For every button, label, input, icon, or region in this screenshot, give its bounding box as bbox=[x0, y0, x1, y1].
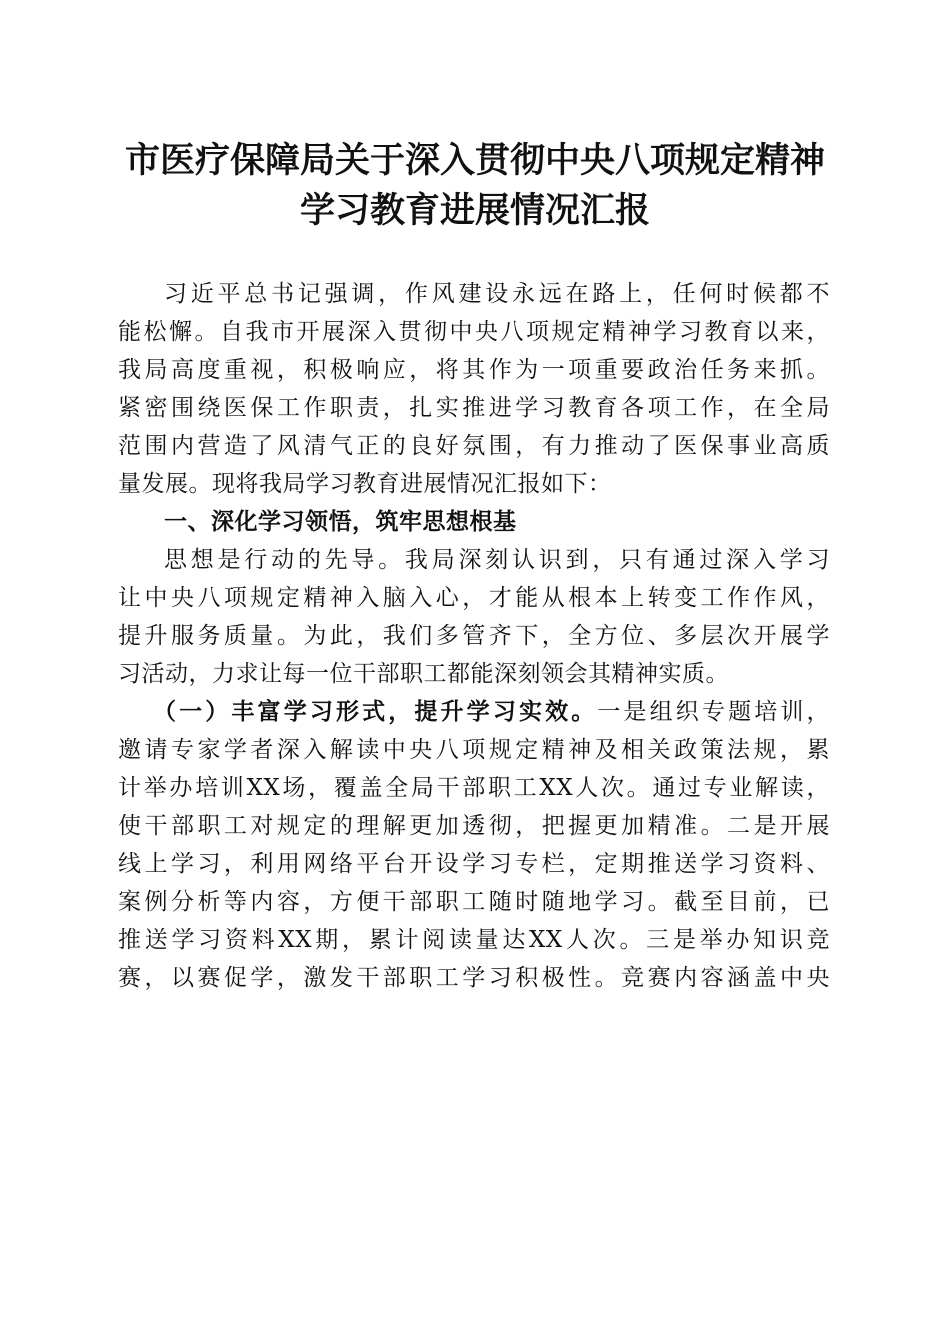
subsection-line: 赛，以赛促学，激发干部职工学习积极性。竞赛内容涵盖中央 bbox=[118, 965, 830, 991]
section-line: 习活动，力求让每一位干部职工都能深刻领会其精神实质。 bbox=[118, 661, 729, 687]
subsection-first-rest: 一是组织专题培训， bbox=[597, 699, 831, 725]
document-body bbox=[118, 275, 830, 997]
intro-line: 紧密围绕医保工作职责，扎实推进学习教育各项工作，在全局 bbox=[118, 395, 830, 421]
title-line-1: 市医疗保障局关于深入贯彻中央八项规定精神 bbox=[124, 140, 825, 181]
subsection-line: 计举办培训XX场，覆盖全局干部职工XX人次。通过专业解读， bbox=[118, 775, 830, 801]
intro-line: 习近平总书记强调，作风建设永远在路上，任何时候都不 bbox=[164, 281, 830, 307]
subsection-line: 线上学习，利用网络平台开设学习专栏，定期推送学习资料、 bbox=[118, 851, 830, 877]
section-line: 提升服务质量。为此，我们多管齐下，全方位、多层次开展学 bbox=[118, 623, 830, 649]
subsection-heading: （一）丰富学习形式，提升学习实效。 bbox=[153, 698, 598, 725]
document-title bbox=[100, 136, 850, 236]
intro-line: 范围内营造了风清气正的良好氛围，有力推动了医保事业高质 bbox=[118, 433, 830, 459]
intro-line: 能松懈。自我市开展深入贯彻中央八项规定精神学习教育以来， bbox=[118, 319, 830, 345]
subsection-line: 邀请专家学者深入解读中央八项规定精神及相关政策法规，累 bbox=[118, 737, 830, 763]
intro-line: 我局高度重视，积极响应，将其作为一项重要政治任务来抓。 bbox=[118, 357, 830, 383]
section-line: 思想是行动的先导。我局深刻认识到，只有通过深入学习 bbox=[164, 547, 830, 573]
subsection-first-line bbox=[118, 693, 830, 731]
intro-line: 量发展。现将我局学习教育进展情况汇报如下： bbox=[118, 471, 612, 497]
section-line: 让中央八项规定精神入脑入心，才能从根本上转变工作作风， bbox=[118, 585, 830, 611]
subsection-line: 推送学习资料XX期，累计阅读量达XX人次。三是举办知识竞 bbox=[118, 927, 830, 953]
subsection-line: 案例分析等内容，方便干部职工随时随地学习。截至目前，已 bbox=[118, 889, 830, 915]
section-heading: 一、深化学习领悟，筑牢思想根基 bbox=[164, 509, 517, 535]
subsection-line: 使干部职工对规定的理解更加透彻，把握更加精准。二是开展 bbox=[118, 813, 830, 839]
title-line-2: 学习教育进展情况汇报 bbox=[299, 190, 650, 231]
